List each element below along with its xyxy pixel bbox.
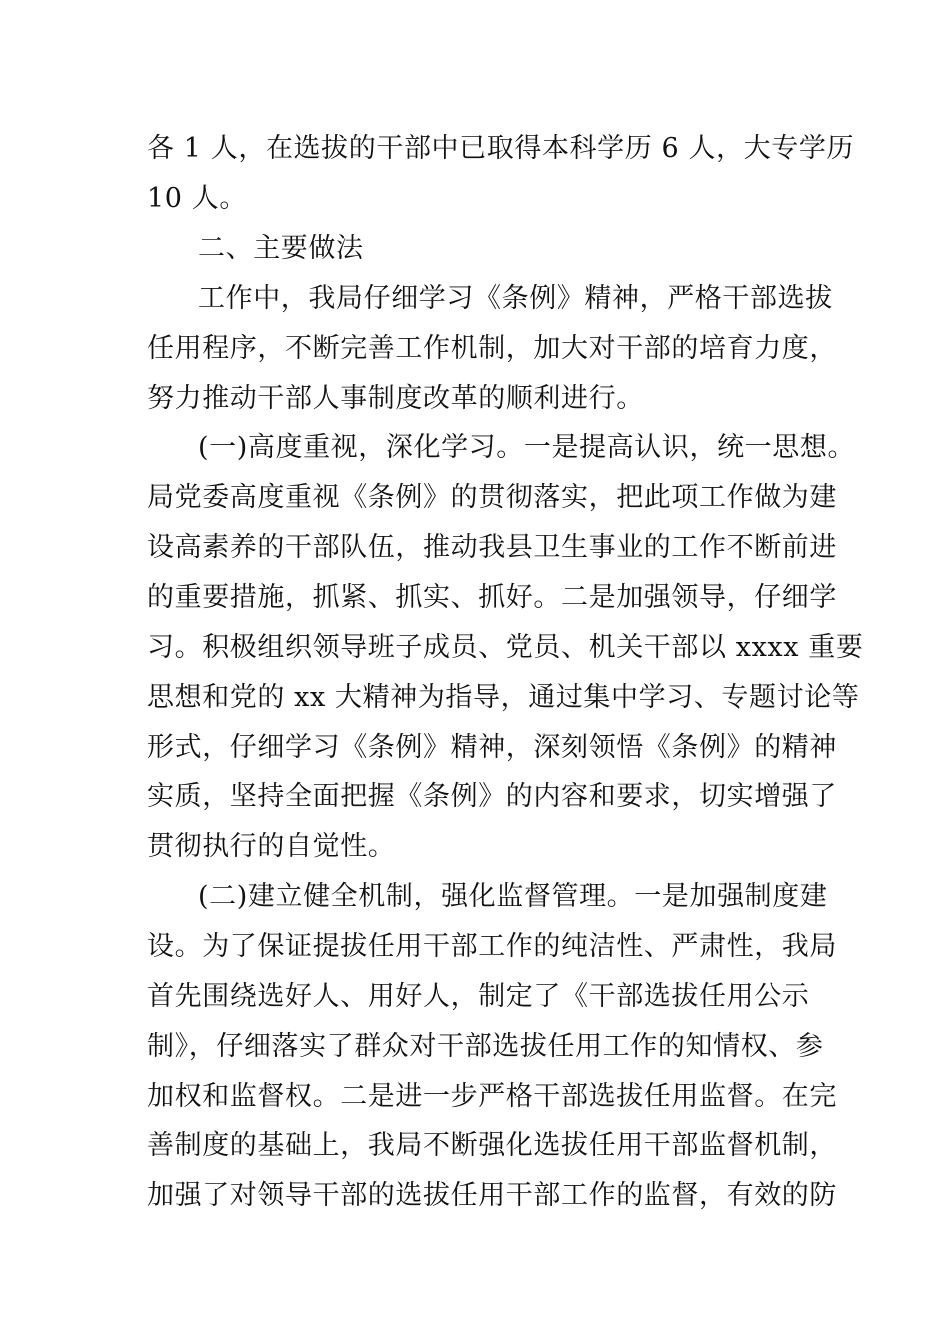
text-line: 思想和党的 xx 大精神为指导，通过集中学习、专题讨论等 — [147, 682, 860, 713]
text-line: (二)建立健全机制，强化监督管理。一是加强制度建 — [198, 881, 828, 912]
text-line: 设高素养的干部队伍，推动我县卫生事业的工作不断前进 — [147, 532, 837, 563]
text-line: 首先围绕选好人、用好人，制定了《干部选拔任用公示 — [147, 981, 810, 1012]
text-line: 的重要措施，抓紧、抓实、抓好。二是加强领导，仔细学 — [147, 582, 837, 613]
text-line: 贯彻执行的自觉性。 — [147, 831, 396, 862]
text-line: (一)高度重视，深化学习。一是提高认识，统一思想。 — [198, 432, 856, 463]
section-heading: 二、主要做法 — [198, 233, 364, 264]
text-line: 加强了对领导干部的选拔任用干部工作的监督，有效的防 — [147, 1180, 837, 1211]
text-line: 局党委高度重视《条例》的贯彻落实，把此项工作做为建 — [147, 482, 837, 513]
text-line: 加权和监督权。二是进一步严格干部选拔任用监督。在完 — [147, 1081, 837, 1112]
text-line: 10 人。 — [147, 183, 247, 214]
text-line: 努力推动干部人事制度改革的顺利进行。 — [147, 383, 644, 414]
text-line: 设。为了保证提拔任用干部工作的纯洁性、严肃性，我局 — [147, 931, 837, 962]
text-line: 各 1 人，在选拔的干部中已取得本科学历 6 人，大专学历 — [147, 133, 855, 164]
text-line: 制》，仔细落实了群众对干部选拔任用工作的知情权、参 — [147, 1031, 824, 1062]
text-line: 形式，仔细学习《条例》精神，深刻领悟《条例》的精神 — [147, 732, 837, 763]
text-line: 实质，坚持全面把握《条例》的内容和要求，切实增强了 — [147, 781, 837, 812]
text-line: 任用程序，不断完善工作机制，加大对干部的培育力度， — [147, 333, 837, 364]
text-line: 习。积极组织领导班子成员、党员、机关干部以 xxxx 重要 — [147, 632, 864, 663]
text-line: 工作中，我局仔细学习《条例》精神，严格干部选拔 — [198, 283, 833, 314]
text-line: 善制度的基础上，我局不断强化选拔任用干部监督机制， — [147, 1130, 837, 1161]
